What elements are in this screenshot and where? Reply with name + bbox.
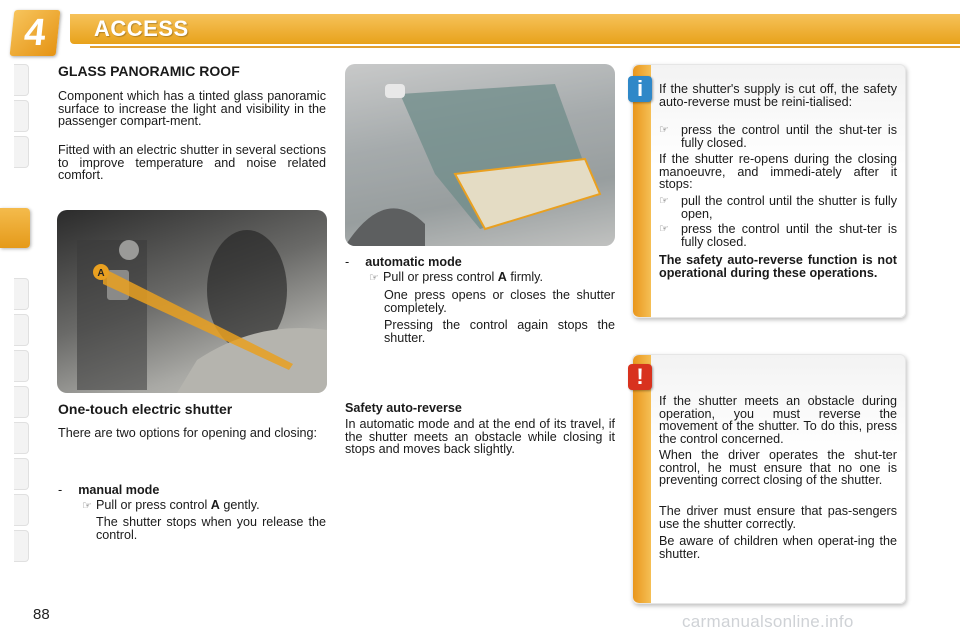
automatic-mode-label: automatic mode [365,255,462,269]
manual-mode-note: The shutter stops when you release the control. [96,515,326,542]
info-icon: i [628,76,652,102]
chapter-tab[interactable] [14,422,29,454]
step-text: firmly. [506,270,544,284]
pointing-hand-icon: ☞ [659,195,669,207]
warning-panel [632,354,906,604]
roof-photo [345,64,615,246]
step-text: Pull or press control [96,498,211,512]
info-bullet [659,223,897,248]
list-dash: - [345,255,350,269]
chapter-title: ACCESS [94,16,189,41]
step-text: gently. [219,498,260,512]
console-photo [57,210,327,393]
warning-icon: ! [628,364,652,390]
control-letter: A [210,498,220,512]
roof-illustration [345,64,615,246]
chapter-tab[interactable] [14,278,29,310]
header-divider [90,46,960,48]
pointing-hand-icon: ☞ [659,223,669,235]
safety-paragraph: In automatic mode and at the end of its travel, if the shutter meets an obstacle while closing it stops and moves back slightly. [345,417,615,456]
automatic-mode-note: One press opens or closes the shutter completely. [384,288,615,315]
pointing-hand-icon: ☞ [82,500,92,512]
info-bullet-text: pull the control until the shutter is fully open, [681,194,897,221]
info-bullet [659,195,897,220]
info-bullet [659,124,897,149]
chapter-tab[interactable] [14,64,29,96]
chapter-tab-active[interactable] [0,208,30,248]
section-title: GLASS PANORAMIC ROOF [58,63,240,79]
warning-paragraph: Be aware of children when operat-ing the shutter. [659,534,897,561]
step-text: Pull or press control [383,270,498,284]
automatic-mode-step [369,271,543,285]
chapter-tabs [0,64,36,584]
page-header [0,0,960,54]
warning-paragraph: When the driver operates the shut-ter control, he must ensure that no one is preventing correct closing of the shutter. [659,448,897,487]
chapter-tab[interactable] [14,458,29,490]
panel-accent-bar [633,355,651,603]
manual-mode-label: manual mode [78,483,160,497]
info-paragraph: If the shutter's supply is cut off, the safety auto-reverse must be reini-tialised: [659,82,897,109]
automatic-mode-heading [345,256,462,269]
info-bullet-text: press the control until the shut-ter is fully closed. [681,123,897,150]
automatic-mode-note: Pressing the control again stops the shutter. [384,318,615,345]
info-paragraph: If the shutter re-opens during the closing manoeuvre, and immedi-ately after it stops: [659,152,897,191]
chapter-tab[interactable] [14,530,29,562]
manual-mode-step [82,499,260,513]
control-a-marker: A [97,268,105,279]
info-panel [632,64,906,318]
watermark: carmanualsonline.info [682,612,854,631]
console-illustration [57,210,327,393]
header-band [70,14,960,44]
intro-paragraph: Fitted with an electric shutter in several sections to improve temperature and noise related comfort. [58,143,326,182]
chapter-tab[interactable] [14,136,29,168]
manual-mode-heading [58,484,159,497]
list-dash: - [58,483,63,497]
safety-title: Safety auto-reverse [345,401,462,415]
chapter-tab[interactable] [14,100,29,132]
chapter-tab[interactable] [14,494,29,526]
info-warning-text: The safety auto-reverse function is not operational during these operations. [659,253,897,280]
page-number: 88 [33,606,50,623]
pointing-hand-icon: ☞ [369,272,379,284]
options-intro: There are two options for opening and closing: [58,426,318,440]
chapter-number-badge: 4 [10,10,61,56]
chapter-tab[interactable] [14,386,29,418]
warning-paragraph: The driver must ensure that pas-sengers use the shutter correctly. [659,504,897,531]
intro-paragraph: Component which has a tinted glass panoramic surface to increase the light and visibility in the passenger compart-ment. [58,89,326,128]
warning-paragraph: If the shutter meets an obstacle during operation, you must reverse the movement of the shutter. To do this, press the control concerned. [659,394,897,446]
control-letter: A [497,270,507,284]
info-bullet-text: press the control until the shut-ter is fully closed. [681,222,897,249]
pointing-hand-icon: ☞ [659,124,669,136]
chapter-tab[interactable] [14,350,29,382]
chapter-tab[interactable] [14,314,29,346]
panel-accent-bar [633,65,651,317]
subsection-title: One-touch electric shutter [58,401,233,417]
